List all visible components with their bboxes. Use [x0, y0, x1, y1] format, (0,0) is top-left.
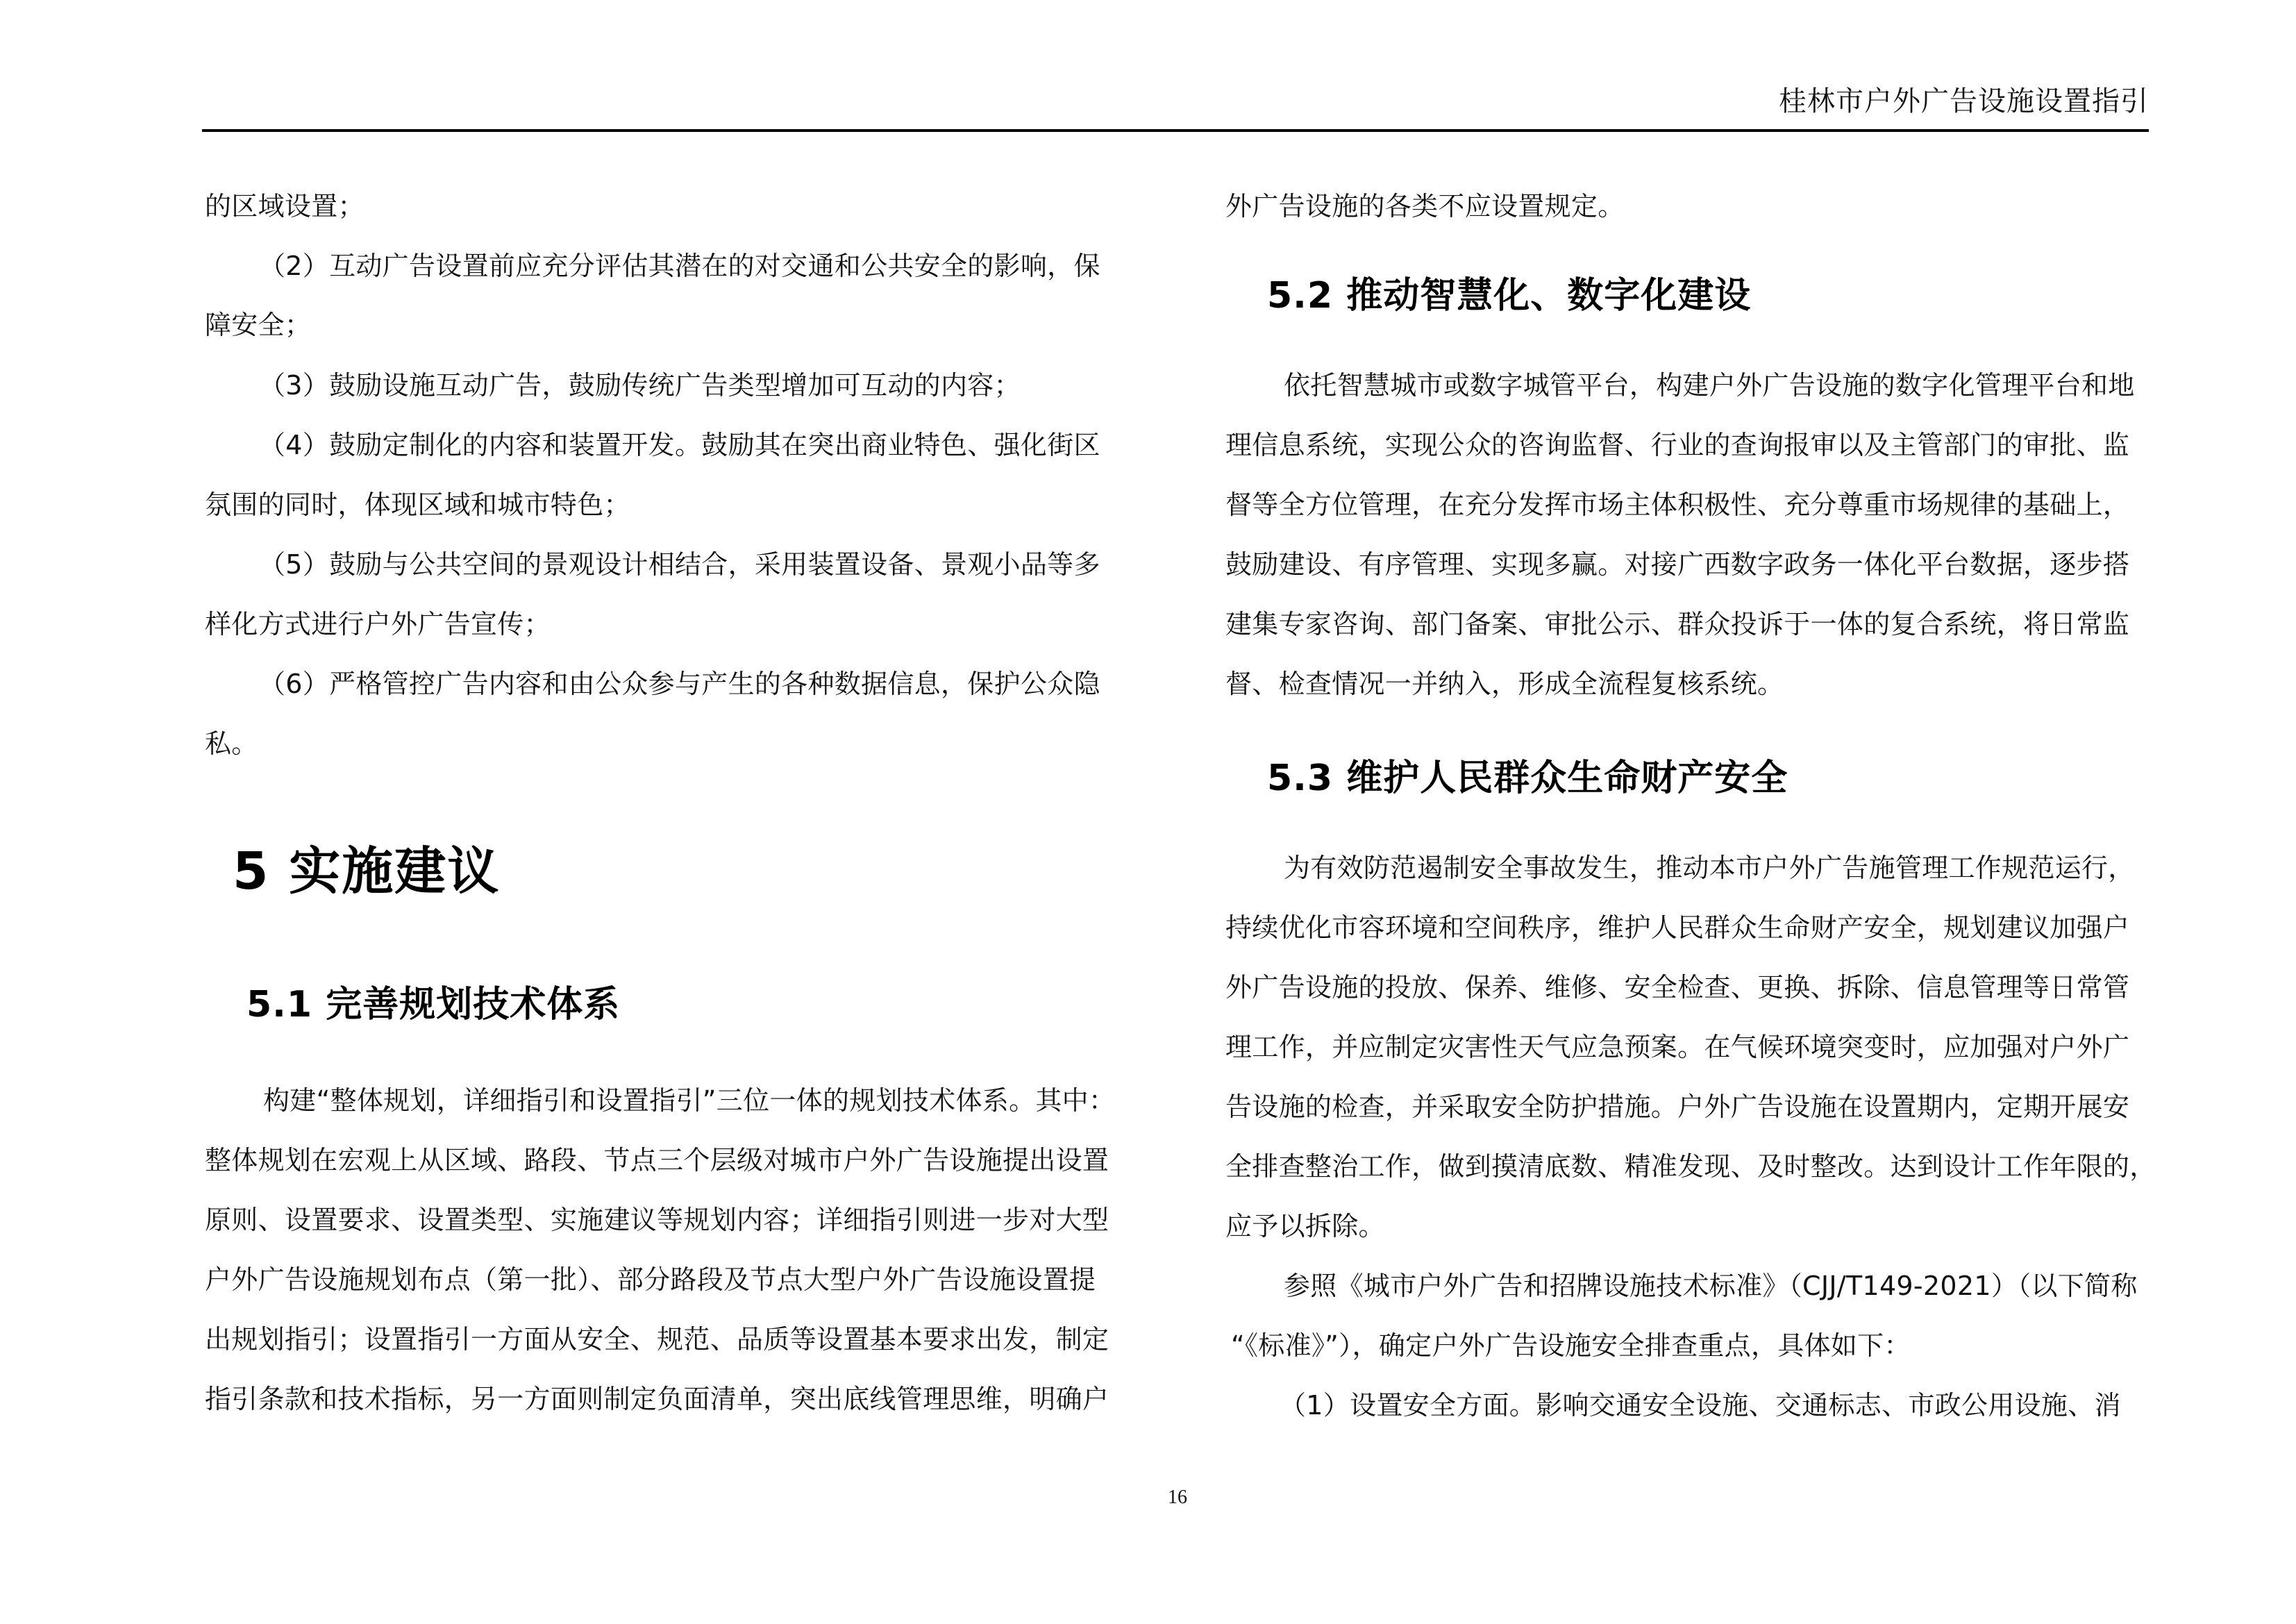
section-heading-5-3: 5.3 维护人民群众生命财产安全 [1267, 757, 1788, 799]
paragraph-line: 依托智慧城市或数字城管平台，构建户外广告设施的数字化管理平台和地 [1284, 370, 2135, 401]
list-item-line: （4）鼓励定制化的内容和装置开发。鼓励其在突出商业特色、强化街区 [259, 430, 1100, 460]
paragraph-line: 原则、设置要求、设置类型、实施建议等规划内容；详细指引则进一步对大型 [205, 1205, 1109, 1235]
list-item-line: 障安全； [205, 310, 312, 340]
list-item-line: 氛围的同时，体现区域和城市特色； [205, 489, 630, 520]
paragraph-line: 鼓励建设、有序管理、实现多赢。对接广西数字政务一体化平台数据，逐步搭 [1225, 549, 2130, 580]
list-item-line: （6）严格管控广告内容和由公众参与产生的各种数据信息，保护公众隐 [259, 669, 1100, 699]
paragraph-line: 出规划指引；设置指引一方面从安全、规范、品质等设置基本要求出发，制定 [205, 1324, 1109, 1355]
paragraph-line: 为有效防范遏制安全事故发生，推动本市户外广告施管理工作规范运行， [1284, 853, 2135, 883]
list-item-line: （5）鼓励与公共空间的景观设计相结合，采用装置设备、景观小品等多 [259, 549, 1100, 580]
chapter-heading: 5 实施建议 [233, 842, 501, 901]
continuation-line: 的区域设置； [205, 191, 364, 221]
paragraph-line: 整体规划在宏观上从区域、路段、节点三个层级对城市户外广告设施提出设置 [205, 1145, 1109, 1175]
paragraph-line: 督、检查情况一并纳入，形成全流程复核系统。 [1225, 669, 1784, 699]
paragraph-line: 督等全方位管理，在充分发挥市场主体积极性、充分尊重市场规律的基础上， [1225, 489, 2130, 520]
paragraph-line: 外广告设施的投放、保养、维修、安全检查、更换、拆除、信息管理等日常管 [1225, 972, 2130, 1003]
list-item-1: （1）设置安全方面。影响交通安全设施、交通标志、市政公用设施、消 [1280, 1390, 2121, 1421]
section-heading-5-2: 5.2 推动智慧化、数字化建设 [1267, 275, 1752, 317]
paragraph-line: 理信息系统，实现公众的咨询监督、行业的查询报审以及主管部门的审批、监 [1225, 430, 2130, 460]
document-title: 桂林市户外广告设施设置指引 [1779, 85, 2149, 117]
paragraph-line: 构建“整体规划，详细指引和设置指引”三位一体的规划技术体系。其中： [263, 1085, 1116, 1116]
paragraph-line: 参照《城市户外广告和招牌设施技术标准》（CJJ/T149-2021）（以下简称 [1284, 1271, 2138, 1301]
paragraph-line: 全排查整治工作，做到摸清底数、精准发现、及时整改。达到设计工作年限的， [1225, 1151, 2156, 1182]
list-item-line: 私。 [205, 728, 258, 759]
list-item-line: （2）互动广告设置前应充分评估其潜在的对交通和公共安全的影响，保 [259, 251, 1100, 281]
header-divider [202, 129, 2149, 132]
paragraph-line: 建集专家咨询、部门备案、审批公示、群众投诉于一体的复合系统，将日常监 [1225, 609, 2130, 639]
paragraph-line: 户外广告设施规划布点（第一批）、部分路段及节点大型户外广告设施设置提 [205, 1264, 1096, 1295]
paragraph-line: 应予以拆除。 [1225, 1211, 1385, 1241]
paragraph-line: “《标准》”），确定户外广告设施安全排查重点，具体如下： [1231, 1330, 1911, 1361]
paragraph-line: 持续优化市容环境和空间秩序，维护人民群众生命财产安全，规划建议加强户 [1225, 912, 2130, 943]
list-item-line: 样化方式进行户外广告宣传； [205, 609, 551, 639]
page-number: 16 [1168, 1487, 1187, 1508]
paragraph-line: 指引条款和技术指标，另一方面则制定负面清单，突出底线管理思维，明确户 [205, 1384, 1109, 1414]
paragraph-line: 告设施的检查，并采取安全防护措施。户外广告设施在设置期内，定期开展安 [1225, 1091, 2130, 1122]
section-heading-5-1: 5.1 完善规划技术体系 [246, 984, 621, 1026]
list-item-line: （3）鼓励设施互动广告，鼓励传统广告类型增加可互动的内容； [259, 370, 1021, 401]
continuation-line: 外广告设施的各类不应设置规定。 [1225, 191, 1625, 221]
paragraph-line: 理工作，并应制定灾害性天气应急预案。在气候环境突变时，应加强对户外广 [1225, 1032, 2130, 1062]
